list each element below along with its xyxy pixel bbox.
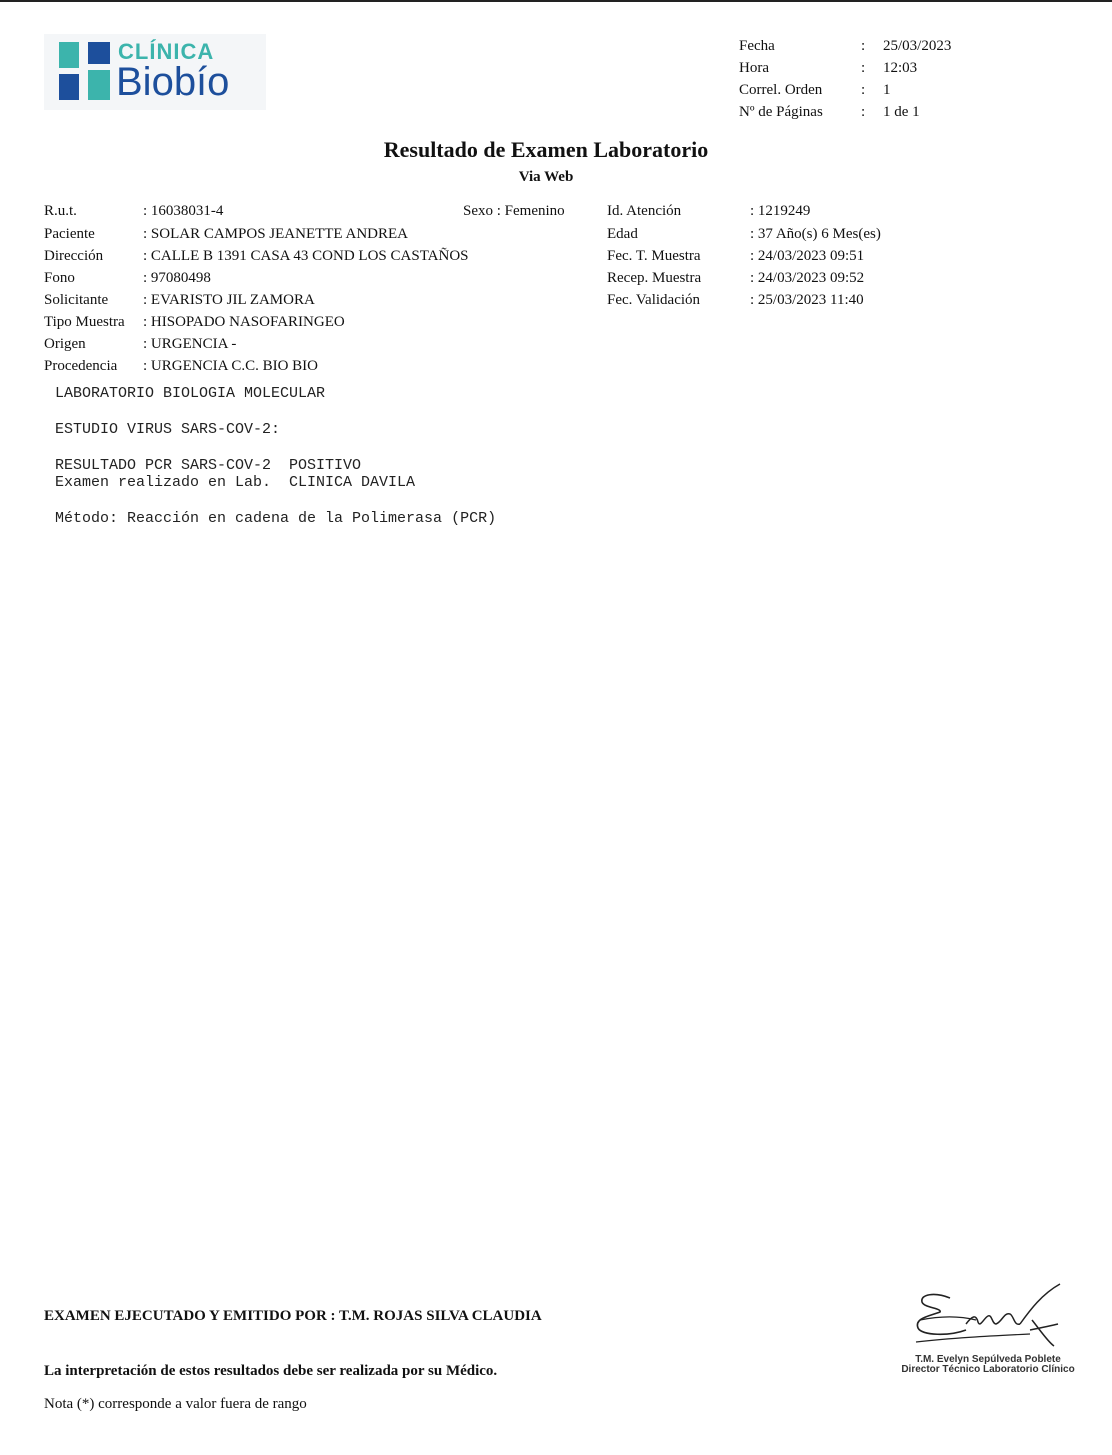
page-subtitle: Via Web [518,169,574,185]
handwritten-signature [880,1280,1096,1350]
signature-name: T.M. Evelyn Sepúlveda Poblete [915,1354,1061,1365]
field-value: : 37 Año(s) 6 Mes(es) [750,226,881,242]
meta-value: 12:03 [883,60,918,76]
field-label: Tipo Muestra [44,314,125,330]
field-label: Procedencia [44,358,118,374]
field-label: Fono [44,270,75,286]
top-border [0,0,1112,2]
meta-sep: : [861,82,866,98]
results-study: ESTUDIO VIRUS SARS-COV-2: [55,421,281,438]
field-value: : EVARISTO JIL ZAMORA [143,292,315,308]
field-label: Dirección [44,248,104,264]
field-value: : Femenino [496,203,565,219]
logo-square-teal-top [59,42,79,68]
logo-text-biobio: Biobío [116,60,230,104]
meta-label: Correl. Orden [739,82,823,98]
meta-value: 1 de 1 [883,104,920,120]
field-label: Id. Atención [607,203,682,219]
patient-sexo [463,200,565,222]
footer-note: Nota (*) corresponde a valor fuera de rango [44,1396,307,1412]
field-label: Fec. T. Muestra [607,248,701,264]
meta-sep: : [861,104,866,120]
field-value: : SOLAR CAMPOS JEANETTE ANDREA [143,226,409,242]
meta-value: 25/03/2023 [883,38,952,54]
field-value: : URGENCIA C.C. BIO BIO [143,358,319,374]
meta-sep: : [861,60,866,76]
results-method: Método: Reacción en cadena de la Polimerasa (PCR) [55,510,497,527]
field-value: : 97080498 [143,270,211,286]
results-section-title: LABORATORIO BIOLOGIA MOLECULAR [55,385,326,402]
field-value: : 24/03/2023 09:52 [750,270,865,286]
field-value: : 16038031-4 [143,203,224,219]
field-label: Origen [44,336,86,352]
footer-executed-by: EXAMEN EJECUTADO Y EMITIDO POR : T.M. ROJAS SILVA CLAUDIA [44,1308,542,1324]
meta-label: Nº de Páginas [739,104,823,120]
results-pcr-result: RESULTADO PCR SARS-COV-2 POSITIVO [55,457,362,474]
logo-square-teal-bottom [88,70,110,100]
meta-label: Fecha [739,38,775,54]
field-value: : CALLE B 1391 CASA 43 COND LOS CASTAÑOS [143,248,469,264]
meta-value: 1 [883,82,891,98]
field-value: : 24/03/2023 09:51 [750,248,865,264]
field-label: Fec. Validación [607,292,701,308]
signature-title: Director Técnico Laboratorio Clínico [901,1364,1075,1375]
page-title: Resultado de Examen Laboratorio [383,137,709,162]
footer-interpretation: La interpretación de estos resultados debe ser realizada por su Médico. [44,1363,498,1379]
logo-text-clinica: CLÍNICA [118,39,215,64]
field-label: Sexo [463,203,493,219]
meta-label: Hora [739,60,769,76]
field-value: : 1219249 [750,203,811,219]
results-lab: Examen realizado en Lab. CLINICA DAVILA [55,474,416,491]
field-label: Solicitante [44,292,109,308]
meta-sep: : [861,38,866,54]
field-label: Recep. Muestra [607,270,702,286]
logo-square-blue-top [88,42,110,64]
field-label: Edad [607,226,638,242]
signature-block [880,1280,1096,1375]
field-label: Paciente [44,226,95,242]
field-value: : URGENCIA - [143,336,237,352]
field-label: R.u.t. [44,203,77,219]
field-value: : HISOPADO NASOFARINGEO [143,314,345,330]
logo-square-blue-bottom [59,74,79,100]
clinic-logo [44,34,266,110]
field-value: : 25/03/2023 11:40 [750,292,864,308]
